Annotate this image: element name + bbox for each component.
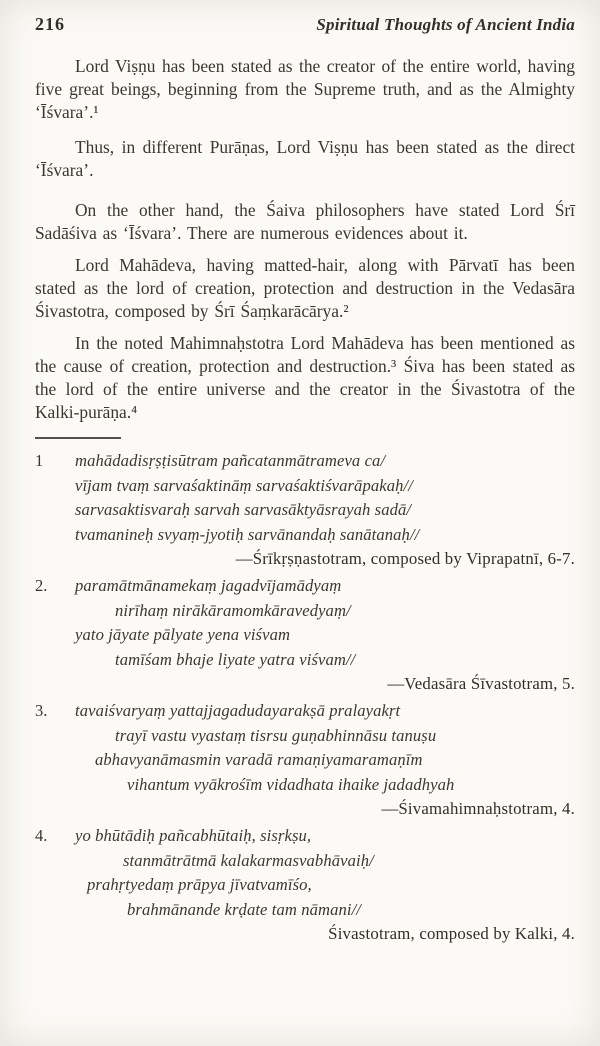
paragraph-5: In the noted Mahimnaḥstotra Lord Mahādeva has been mentioned as the cause of creation, protection and destruction.³ Śiva has been stated as the lord of the entire universe and the creator in the Śivastotra of the Kalki-purāṇa.⁴ bbox=[35, 333, 575, 422]
body-text bbox=[35, 55, 575, 424]
verse-line: nirīhaṃ nirākāramomkāravedyaṃ/ bbox=[115, 600, 351, 620]
verse-line: abhavyanāmasmin varadā ramaṇiyamaramaṇīm bbox=[95, 750, 423, 770]
paragraph-4: Lord Mahādeva, having matted-hair, along with Pārvatī has been stated as the lord of creation, protection and destruction in the Vedasāra Śivastotra, composed by Śrī Śaṃkarācārya.² bbox=[35, 255, 575, 321]
verse-line: trayī vastu vyastaṃ tisrsu guṇabhinnāsu tanuṣu bbox=[115, 725, 437, 745]
footnote-marker: 3. bbox=[35, 700, 48, 720]
verse-line: tavaiśvaryaṃ yattajjagadudayarakṣā pralayakṛt bbox=[75, 700, 401, 720]
footnote-verses bbox=[75, 449, 575, 547]
verse-line: vihantum vyākrośīm vidadhata ihaike jadadhyah bbox=[127, 774, 455, 794]
paragraph-3: On the other hand, the Śaiva philosophers have stated Lord Śrī Sadāśiva as ‘Īśvara’. There are numerous evidences about it. bbox=[35, 200, 575, 243]
footnote-verses bbox=[75, 699, 575, 797]
footnote-marker: 1 bbox=[35, 451, 44, 470]
verse-line: sarvasaktisvaraḥ sarvah sarvasāktyāsrayah sadā/ bbox=[75, 500, 412, 520]
running-title: Spiritual Thoughts of Ancient India bbox=[316, 15, 575, 34]
footnote-attribution: Śivastotram, composed by Kalki, 4. bbox=[328, 924, 575, 944]
verse-line: yato jāyate pālyate yena viśvam bbox=[75, 625, 291, 645]
footnote-3 bbox=[35, 699, 575, 822]
footnote-verses bbox=[75, 574, 575, 672]
verse-line: paramātmānamekaṃ jagadvījamādyaṃ bbox=[75, 575, 342, 595]
verse-line: tvamanineḥ svyaṃ-jyotiḥ sarvānandaḥ sanātanaḥ// bbox=[75, 524, 420, 544]
footnotes bbox=[35, 449, 575, 947]
footnote-marker: 4. bbox=[35, 825, 48, 845]
footnote-4 bbox=[35, 824, 575, 947]
footnote-marker: 2. bbox=[35, 575, 48, 595]
verse-line: yo bhūtādiḥ pañcabhūtaiḥ, sisṛkṣu, bbox=[75, 825, 312, 845]
verse-line: brahmānande krḍate tam nāmani// bbox=[127, 899, 362, 919]
footnote-2 bbox=[35, 574, 575, 697]
verse-line: vījam tvaṃ sarvaśaktināṃ sarvaśaktiśvarāpakaḥ// bbox=[75, 475, 413, 495]
footnote-1 bbox=[35, 449, 575, 572]
page-number: 216 bbox=[35, 14, 65, 34]
verse-line: prahṛtyedaṃ prāpya jīvatvamīśo, bbox=[87, 875, 312, 895]
verse-line: tamīśam bhaje liyate yatra viśvam// bbox=[115, 649, 356, 669]
footnote-verses bbox=[75, 824, 575, 922]
footnote-attribution: —Śrīkṛṣṇastotram, composed by Viprapatnī, 6-7. bbox=[235, 549, 575, 569]
footnote-separator bbox=[35, 437, 121, 439]
footnote-attribution: —Śivamahimnaḥstotram, 4. bbox=[381, 799, 575, 819]
verse-line: stanmātrātmā kalakarmasvabhāvaiḥ/ bbox=[123, 850, 374, 870]
paragraph-1: Lord Viṣṇu has been stated as the creator of the entire world, having five great beings, beginning from the Supreme truth, and as the Almighty ‘Īśvara’.¹ bbox=[35, 56, 575, 122]
verse-line: mahādadisṛṣṭisūtram pañcatanmātrameva ca/ bbox=[75, 451, 386, 470]
running-head bbox=[35, 14, 575, 35]
paragraph-2: Thus, in different Purāṇas, Lord Viṣṇu has been stated as the direct ‘Īśvara’. bbox=[35, 137, 575, 180]
footnote-attribution: —Vedasāra Śīvastotram, 5. bbox=[387, 674, 575, 694]
